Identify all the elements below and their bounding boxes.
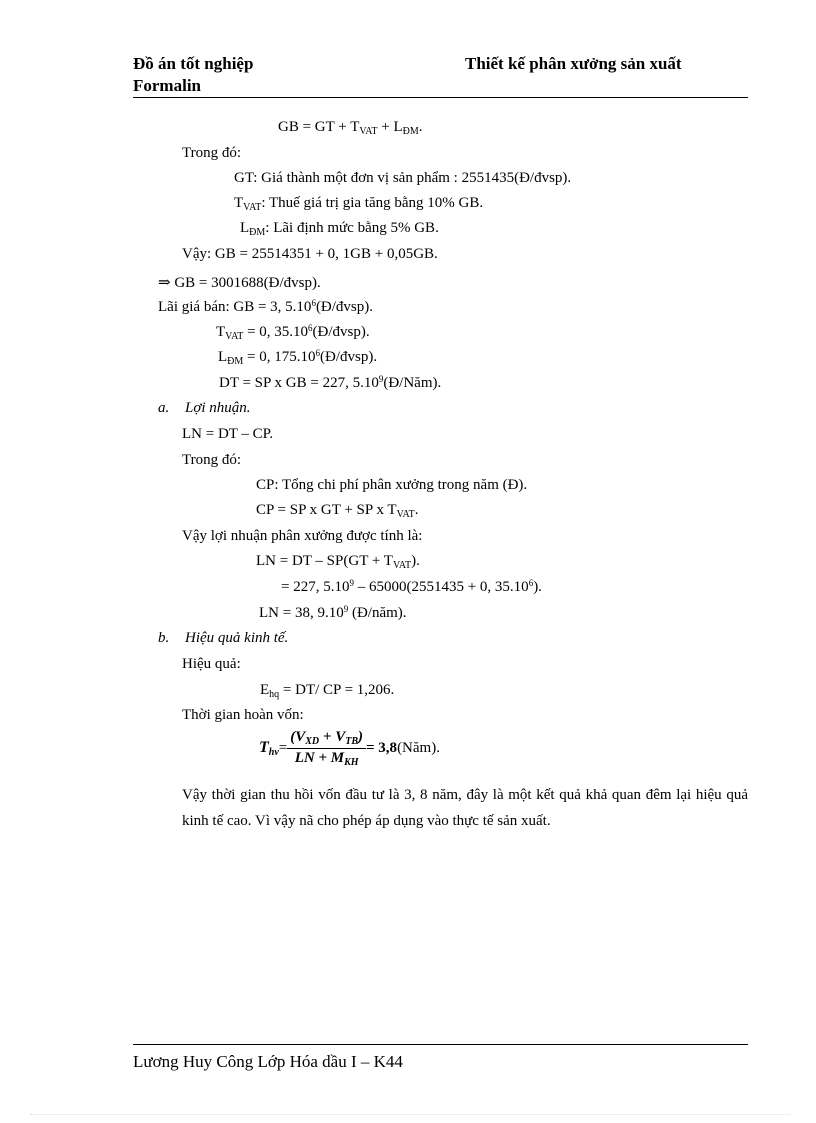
ldm-value: $L_{ĐM} = 0$, 175.10$^6$(Đ/đvsp).	[218, 348, 378, 367]
hieu-qua-label: Hiệu quả:	[182, 656, 241, 672]
eq-gb: GB = GT + $T_{VAT} + L_{ĐM}$.	[278, 119, 423, 137]
trong-do-label-2: Trong đó:	[182, 452, 242, 468]
lai-gia-ban: Lãi giá bán: GB = 3, 5.10$^6$(Đ/đvsp).	[158, 298, 374, 315]
gb-result: ⇒ GB = 3001688(Đ/đvsp).	[158, 275, 321, 291]
cp-equation: CP = SP x GT + SP x $T_{VAT}$.	[256, 502, 419, 520]
ln-equation: LN = DT – CP.	[182, 426, 274, 442]
vay-gb: Vậy: GB = 25514351 + 0, 1GB + 0,05GB.	[182, 246, 438, 262]
tvat-value: $T_{VAT} = 0$, 35.10$^6$(Đ/đvsp).	[216, 323, 370, 342]
header-right-title: Thiết kế phân xưởng sản xuất	[465, 54, 682, 73]
thoi-gian-label: Thời gian hoàn vốn:	[182, 707, 304, 723]
ln-result: LN = 38, 9.10$^9$ (Đ/năm).	[259, 604, 407, 621]
cp-definition: CP: Tổng chi phí phân xưởng trong năm (Đ).	[256, 477, 528, 493]
trong-do-label: Trong đó:	[182, 145, 242, 161]
conclusion-paragraph: Vậy thời gian thu hồi vốn đầu tư là 3, 8 năm, đây là một kết quả khả quan đêm lại hiệu quả kinh tế cao. Vì vậy nã cho phép áp dụng vào thực tế sản xuất.	[182, 787, 748, 829]
ldm-definition: $L_{ĐM}$: Lãi định mức bằng 5% GB.	[240, 220, 439, 238]
page-bottom-dotted-line	[30, 1114, 790, 1115]
dt-equation: DT = SP x GB = 227, 5.10$^9$(Đ/Năm).	[219, 374, 442, 391]
ln-calculation: = 227, 5.10$^9$ – 65000(2551435 + 0, 35.10$^6$).	[281, 578, 542, 595]
payback-fraction: $\frac{(V_{XD} + V_{TB})}{LN + M_{KH}}$	[287, 729, 366, 768]
section-a-label: a.	[158, 400, 170, 416]
footer-author: Lương Huy Công Lớp Hóa dầu I – K44	[133, 1052, 403, 1071]
section-b-heading	[158, 630, 288, 647]
payback-formula: $T_{hv}$ = $\frac{(V_{XD} + V_{TB})}{LN + M_{KH}}$ = 3,8 (Năm).	[259, 729, 440, 768]
section-b-label: b.	[158, 630, 170, 646]
ehq-equation: $E_{hq} = DT/$ CP = 1,206.	[260, 682, 395, 700]
header-left-title: Đồ án tốt nghiệp	[133, 54, 254, 73]
vay-ln: Vậy lợi nhuận phân xưởng được tính là:	[182, 528, 423, 544]
footer-rule	[133, 1044, 748, 1045]
header-subtitle: Formalin	[133, 76, 201, 95]
ln-formula: LN = DT – $SP(GT + T_{VAT})$.	[256, 553, 420, 571]
section-a-title: Lợi nhuận.	[185, 400, 251, 416]
header-rule	[133, 97, 748, 98]
section-b-title: Hiệu quả kinh tế.	[185, 630, 289, 646]
gt-definition: GT: Giá thành một đơn vị sản phẩm : 2551435(Đ/đvsp).	[234, 170, 572, 186]
tvat-definition: $T_{VAT}$: Thuế giá trị gia tăng bằng 10% GB.	[234, 195, 484, 213]
implies-icon: ⇒	[158, 275, 171, 291]
section-a-heading	[158, 400, 251, 417]
